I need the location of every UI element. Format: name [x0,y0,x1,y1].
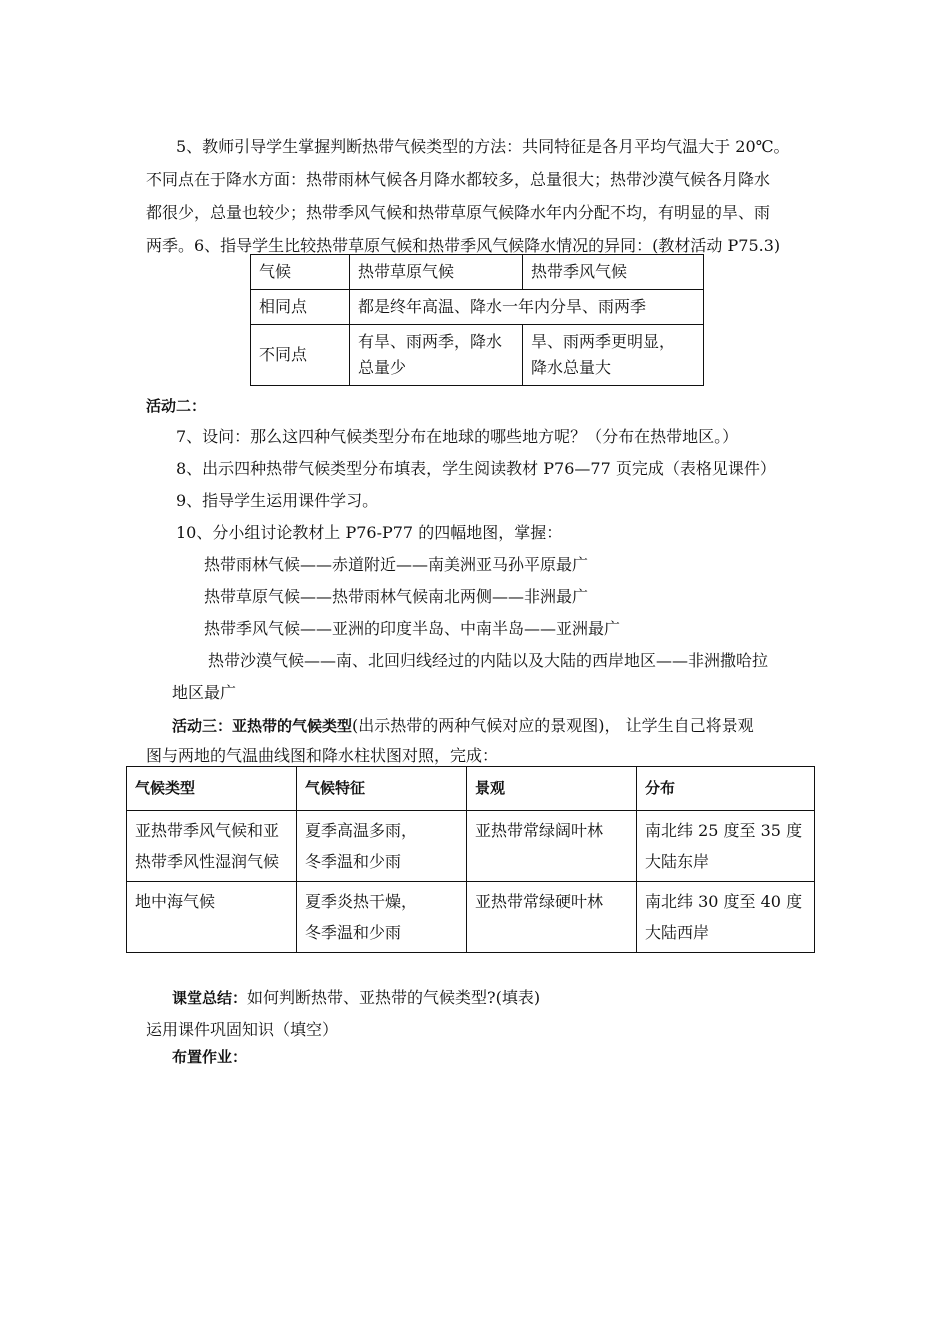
cell-line: 冬季温和少雨 [305,852,402,871]
climate-map-item-cont: 地区最广 [172,683,237,702]
activity3-text: (出示热带的两种气候对应的景观图)， 让学生自己将景观 [352,716,754,735]
table-cell: 地中海气候 [127,882,297,953]
cell-line: 冬季温和少雨 [305,923,402,942]
table-cell: 都是终年高温、降水一年内分旱、雨两季 [350,290,704,325]
table-cell: 相同点 [251,290,350,325]
climate-map-item: 热带草原气候——热带雨林气候南北两侧——非洲最广 [204,587,589,606]
activity2-title: 活动二： [146,397,207,415]
cell-line: 亚热带季风气候和亚 [135,821,280,840]
table-cell [127,811,297,882]
intro-line-3: 都很少，总量也较少；热带季风气候和热带草原气候降水年内分配不均，有明显的旱、雨 [146,203,771,222]
table-row [127,811,815,882]
table-cell: 热带草原气候 [350,255,523,290]
table-cell: 气候 [251,255,350,290]
homework-label: 布置作业： [172,1048,248,1066]
table-cell [523,325,704,386]
cell-line: 夏季炎热干燥， [305,892,418,911]
climate-map-item: 热带雨林气候——赤道附近——南美洲亚马孙平原最广 [204,555,589,574]
intro-line-2: 不同点在于降水方面：热带雨林气候各月降水都较多，总量很大；热带沙漠气候各月降水 [146,170,771,189]
table-cell [637,882,815,953]
table-cell [297,882,467,953]
subtropical-climate-table [126,766,815,953]
table-header-cell: 景观 [467,767,637,811]
table-row [251,325,704,386]
cell-line: 夏季高温多雨， [305,821,418,840]
cell-line: 旱、雨两季更明显， [531,332,676,351]
activity3-title: 活动三：亚热带的气候类型 [172,717,353,735]
table-header-cell: 分布 [637,767,815,811]
summary-text: 如何判断热带、亚热带的气候类型?(填表) [247,988,541,1007]
activity2-line-8: 8、出示四种热带气候类型分布填表，学生阅读教材 P76—77 页完成（表格见课件） [176,459,776,478]
table-cell [350,325,523,386]
table-row [127,767,815,811]
intro-line-1: 5、教师引导学生掌握判断热带气候类型的方法：共同特征是各月平均气温大于 20℃。 [176,137,790,156]
table-row [251,290,704,325]
table-cell [297,811,467,882]
cell-line: 大陆东岸 [645,852,710,871]
table-row [251,255,704,290]
comparison-table [250,254,704,386]
activity2-line-10: 10、分小组讨论教材上 P76-P77 的四幅地图，掌握： [176,523,563,542]
cell-line: 南北纬 30 度至 40 度 [645,892,803,911]
summary-line [172,988,540,1008]
table-cell: 热带季风气候 [523,255,704,290]
climate-map-item: 热带沙漠气候——南、北回归线经过的内陆以及大陆的西岸地区——非洲撒哈拉 [208,651,769,670]
table-cell: 不同点 [251,325,350,386]
table-row [127,882,815,953]
activity3-line-2: 图与两地的气温曲线图和降水柱状图对照，完成： [146,746,499,765]
activity3-heading [172,716,754,736]
table-header-cell: 气候类型 [127,767,297,811]
cell-line: 总量少 [358,358,407,377]
summary-line-2: 运用课件巩固知识（填空） [146,1020,339,1039]
cell-line: 热带季风性湿润气候 [135,852,280,871]
table-cell [637,811,815,882]
cell-line: 大陆西岸 [645,923,710,942]
activity2-line-9: 9、指导学生运用课件学习。 [176,491,379,510]
summary-label: 课堂总结： [172,989,248,1007]
table-cell: 亚热带常绿阔叶林 [467,811,637,882]
activity2-line-7: 7、设问：那么这四种气候类型分布在地球的哪些地方呢？（分布在热带地区。） [176,427,739,446]
table-header-cell: 气候特征 [297,767,467,811]
cell-line: 有旱、雨两季，降水 [358,332,503,351]
cell-line: 降水总量大 [531,358,612,377]
cell-line: 南北纬 25 度至 35 度 [645,821,803,840]
climate-map-item: 热带季风气候——亚洲的印度半岛、中南半岛——亚洲最广 [204,619,621,638]
intro-line-4: 两季。6、指导学生比较热带草原气候和热带季风气候降水情况的异同：(教材活动 P75.3) [146,236,781,255]
table-cell: 亚热带常绿硬叶林 [467,882,637,953]
